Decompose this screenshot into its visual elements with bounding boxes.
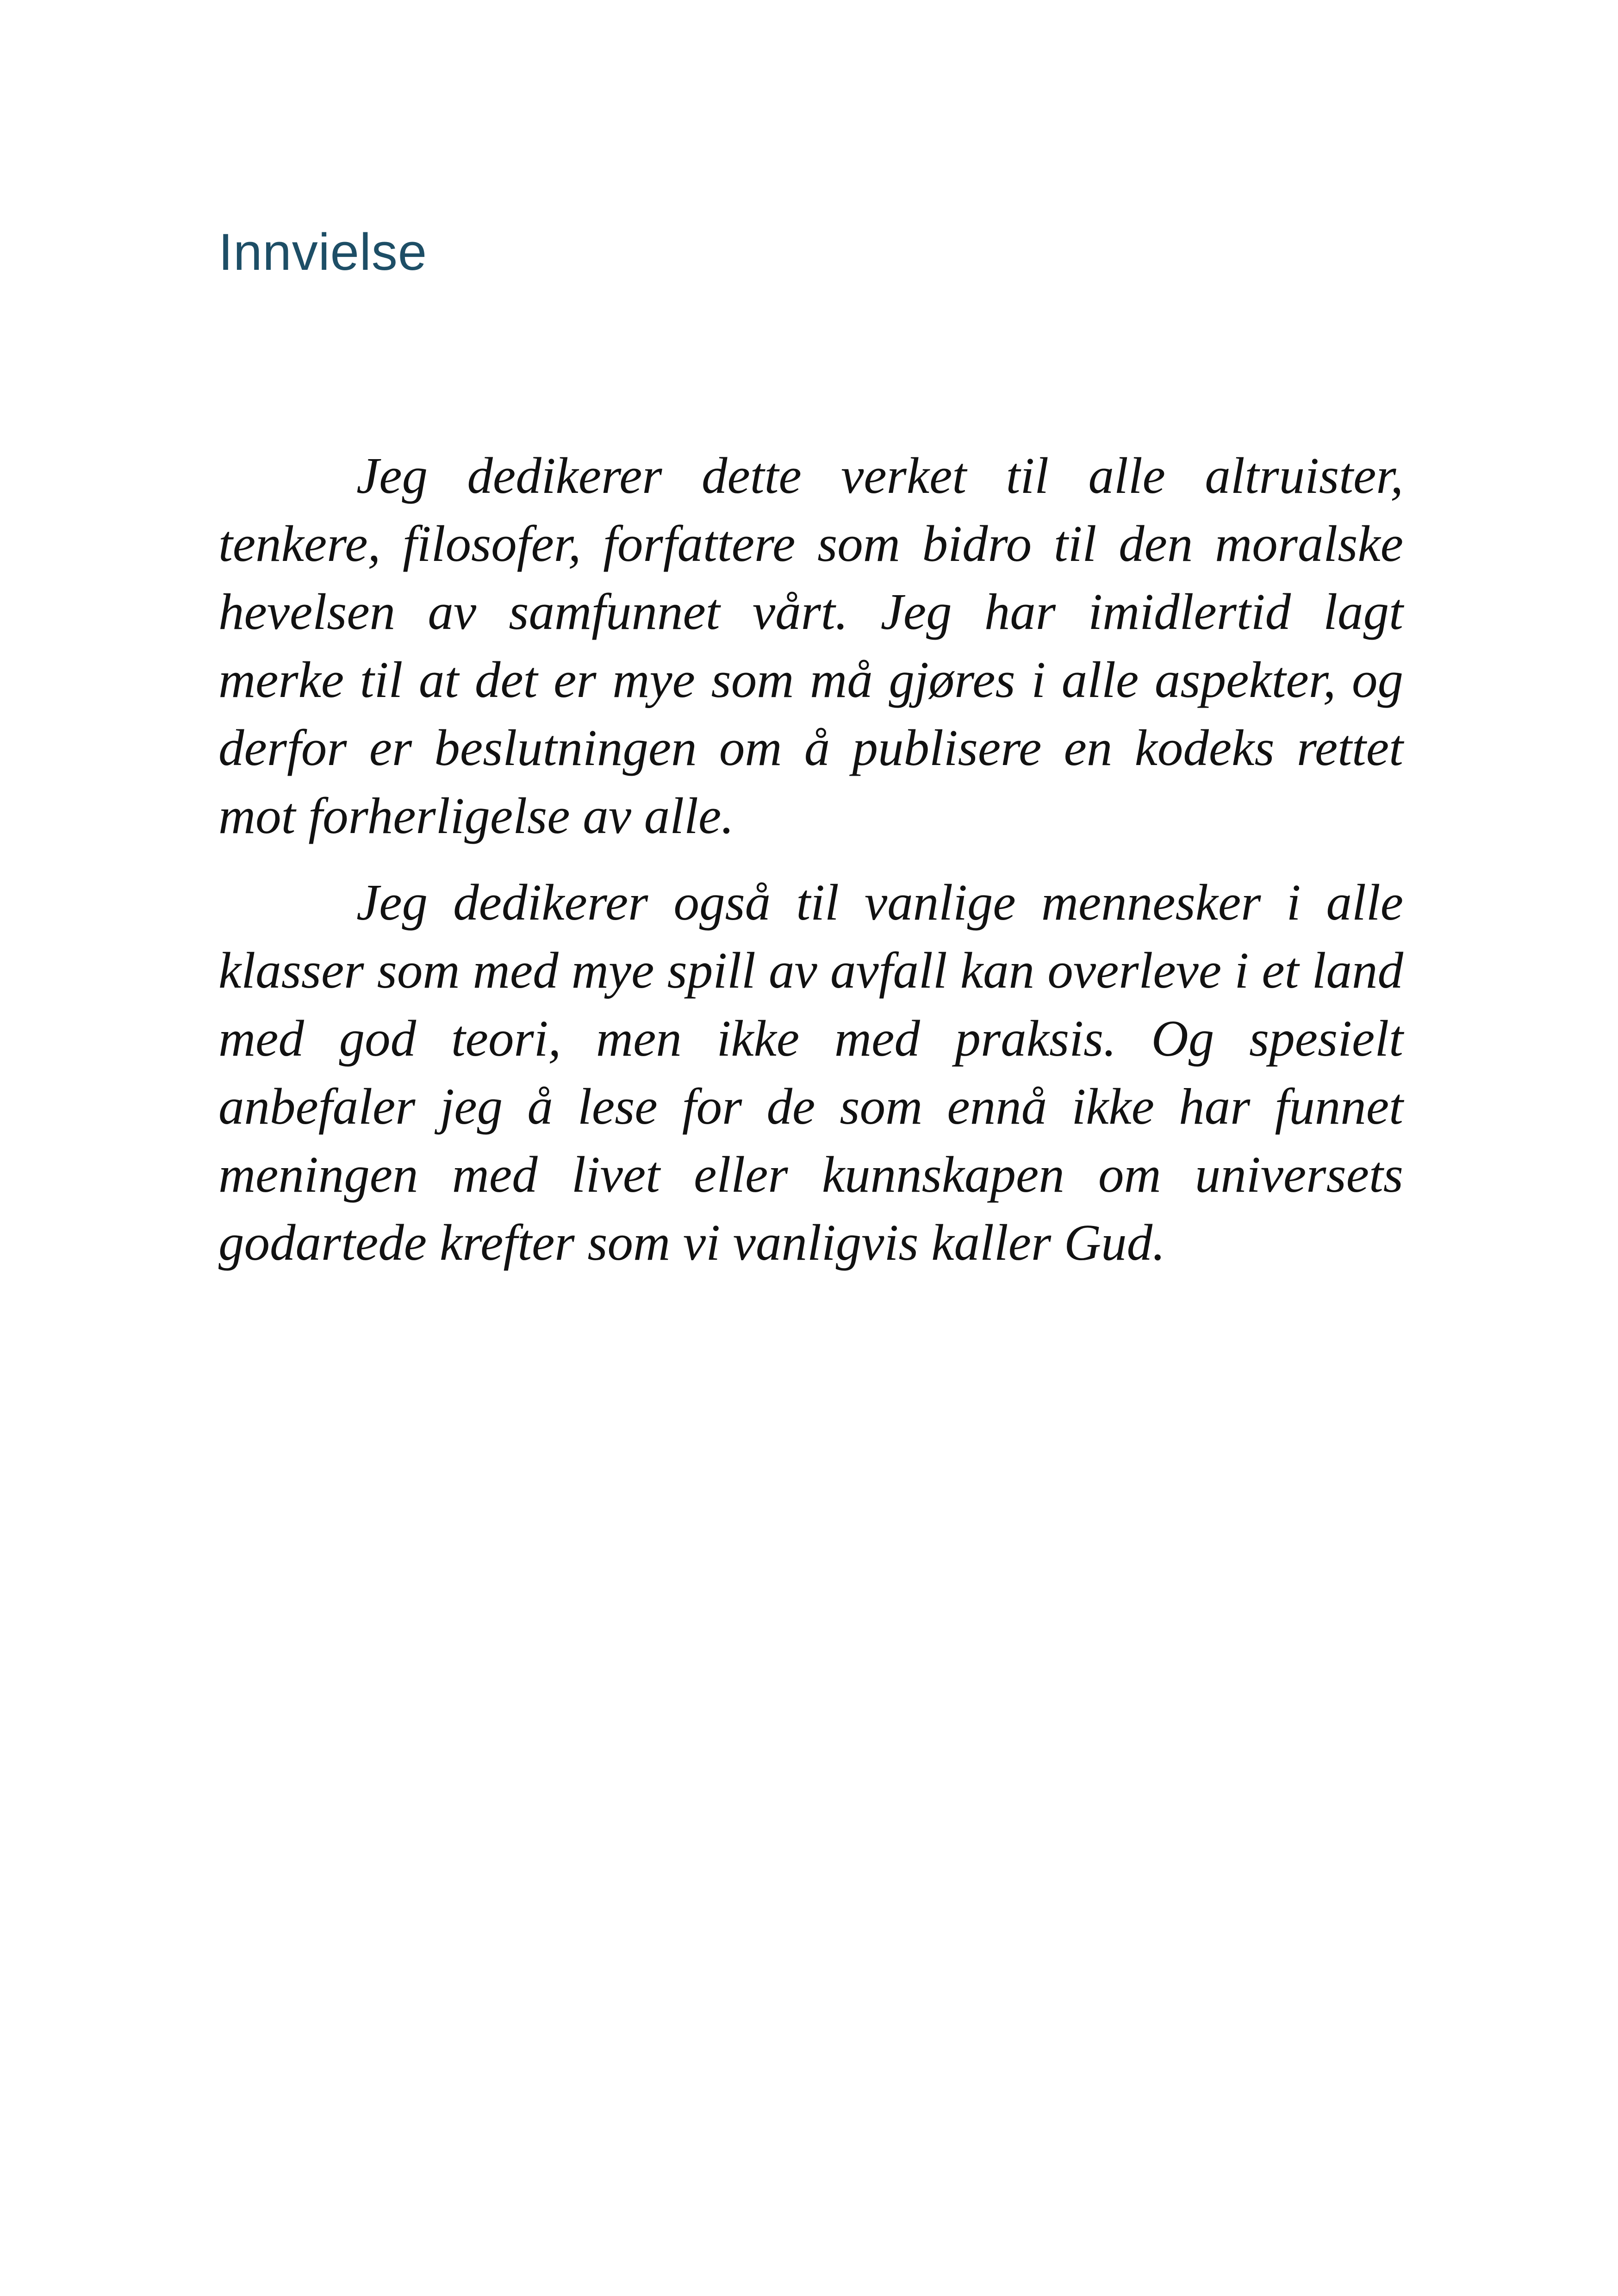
dedication-body [218,442,1403,1295]
page-title: Innvielse [218,223,428,281]
dedication-paragraph-1: Jeg dedikerer dette verket til alle altruister, tenkere, filosofer, forfattere som bidro til den moralske hevelsen av samfunnet vårt. Jeg har imidlertid lagt merke til at det er mye som må gjøres i alle aspekter, og derfor er beslutningen om å publisere en kodeks rettet mot forherligelse av alle. [218,448,1403,845]
dedication-paragraph-2: Jeg dedikerer også til vanlige mennesker i alle klasser som med mye spill av avfall kan overleve i et land med god teori, men ikke med praksis. Og spesielt anbefaler jeg å lese for de som ennå ikke har funnet meningen med livet eller kunnskapen om universets godartede krefter som vi vanligvis kaller Gud. [218,874,1403,1271]
